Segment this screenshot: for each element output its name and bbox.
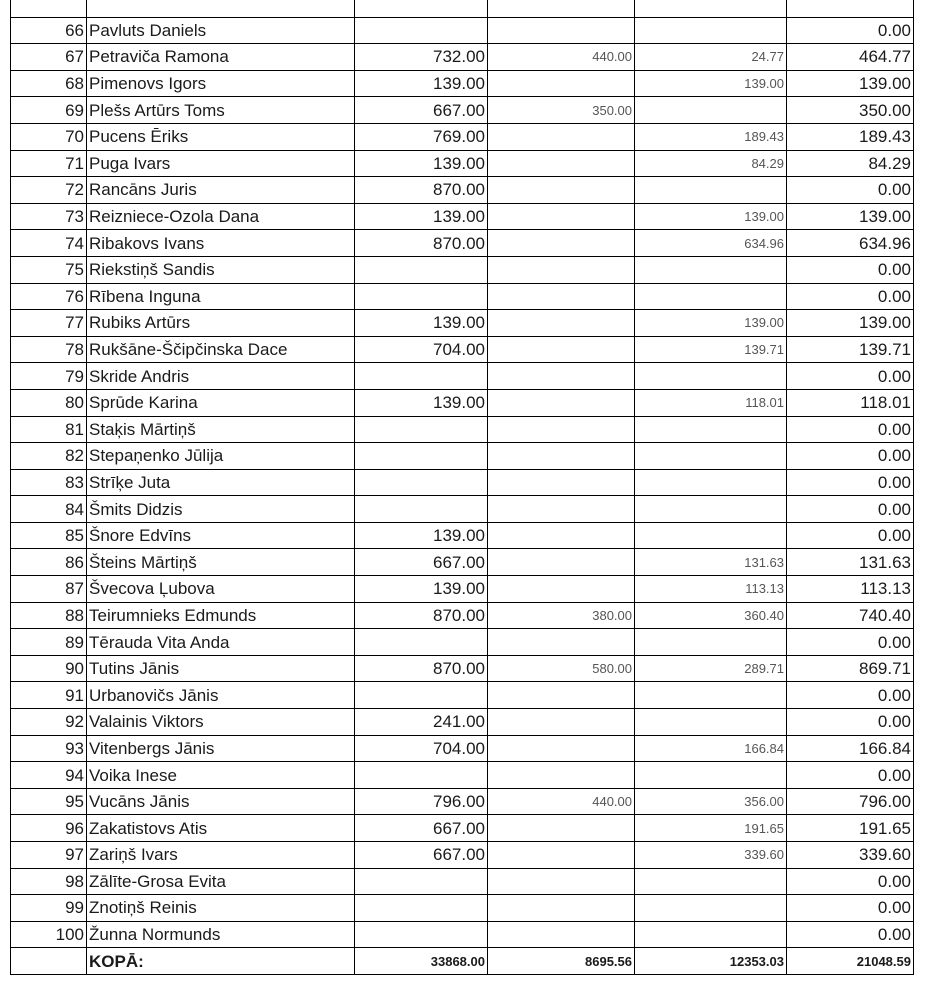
table-row	[11, 682, 914, 709]
name-cell: Švecova Ļubova	[87, 576, 355, 603]
name-cell: Ribakovs Ivans	[87, 230, 355, 257]
amount-2-cell	[488, 868, 635, 895]
name-cell: Tērauda Vita Anda	[87, 629, 355, 656]
amount-1-cell	[355, 443, 488, 470]
amount-1-cell: 139.00	[355, 150, 488, 177]
amount-4-cell: 139.71	[787, 336, 914, 363]
amount-2-cell	[488, 842, 635, 869]
amount-1-cell	[355, 496, 488, 523]
amount-4-cell: 191.65	[787, 815, 914, 842]
amount-1-cell	[355, 256, 488, 283]
name-cell: Valainis Viktors	[87, 709, 355, 736]
amount-2-cell	[488, 682, 635, 709]
amount-1-cell	[355, 0, 488, 17]
amount-4-cell: 0.00	[787, 921, 914, 948]
amount-4-cell: 740.40	[787, 602, 914, 629]
name-cell: Teirumnieks Edmunds	[87, 602, 355, 629]
row-number-cell: 87	[11, 576, 87, 603]
table-row	[11, 842, 914, 869]
amount-3-cell: 289.71	[635, 655, 787, 682]
row-number-cell: 82	[11, 443, 87, 470]
name-cell: Riekstiņš Sandis	[87, 256, 355, 283]
amount-4-cell: 113.13	[787, 576, 914, 603]
amount-4-cell: 0.00	[787, 177, 914, 204]
table-row	[11, 123, 914, 150]
row-number-cell: 86	[11, 549, 87, 576]
amount-1-cell: 241.00	[355, 709, 488, 736]
table-row	[11, 203, 914, 230]
amount-4-cell: 0.00	[787, 283, 914, 310]
amount-1-cell	[355, 868, 488, 895]
table-row	[11, 815, 914, 842]
table-row	[11, 416, 914, 443]
amount-1-cell: 796.00	[355, 788, 488, 815]
amount-1-cell: 870.00	[355, 177, 488, 204]
table-row	[11, 256, 914, 283]
amount-2-cell	[488, 363, 635, 390]
amount-1-cell: 667.00	[355, 842, 488, 869]
amount-1-cell: 870.00	[355, 230, 488, 257]
table-row	[11, 150, 914, 177]
amount-3-cell	[635, 921, 787, 948]
amount-2-cell	[488, 0, 635, 17]
amount-4-cell: 139.00	[787, 203, 914, 230]
name-cell: Pucens Ēriks	[87, 123, 355, 150]
name-cell: Plešs Artūrs Toms	[87, 97, 355, 124]
name-cell: Vucāns Jānis	[87, 788, 355, 815]
row-number-cell: 92	[11, 709, 87, 736]
amount-4-cell: 189.43	[787, 123, 914, 150]
amount-3-cell	[635, 762, 787, 789]
name-cell: Zakatistovs Atis	[87, 815, 355, 842]
amount-3-cell	[635, 283, 787, 310]
row-number-cell: 84	[11, 496, 87, 523]
amount-3-cell: 139.00	[635, 203, 787, 230]
amount-3-cell	[635, 709, 787, 736]
amount-2-cell	[488, 177, 635, 204]
amount-2-cell	[488, 230, 635, 257]
row-number-cell: 83	[11, 469, 87, 496]
name-cell: Rībena Inguna	[87, 283, 355, 310]
row-number-cell: 99	[11, 895, 87, 922]
amount-4-cell: 0.00	[787, 443, 914, 470]
table-row	[11, 469, 914, 496]
name-cell: Zālīte-Grosa Evita	[87, 868, 355, 895]
amount-2-cell	[488, 549, 635, 576]
amount-4-cell: 0.00	[787, 868, 914, 895]
amount-1-cell: 139.00	[355, 389, 488, 416]
amount-3-cell	[635, 682, 787, 709]
name-cell: Šteins Mārtiņš	[87, 549, 355, 576]
name-cell: Reizniece-Ozola Dana	[87, 203, 355, 230]
name-cell: Šnore Edvīns	[87, 522, 355, 549]
table-row	[11, 389, 914, 416]
row-number-cell: 96	[11, 815, 87, 842]
amount-4-cell: 350.00	[787, 97, 914, 124]
amount-1-cell	[355, 17, 488, 44]
name-cell: Puga Ivars	[87, 150, 355, 177]
row-number-cell: 95	[11, 788, 87, 815]
amount-1-cell	[355, 921, 488, 948]
amount-3-cell: 118.01	[635, 389, 787, 416]
row-number-cell: 88	[11, 602, 87, 629]
amount-2-cell	[488, 336, 635, 363]
table-row	[11, 709, 914, 736]
name-cell: Šmits Didzis	[87, 496, 355, 523]
amount-3-cell	[635, 496, 787, 523]
row-number-cell: 81	[11, 416, 87, 443]
amount-3-cell	[635, 363, 787, 390]
amount-4-cell: 634.96	[787, 230, 914, 257]
name-cell: Pavluts Daniels	[87, 17, 355, 44]
name-cell: Rancāns Juris	[87, 177, 355, 204]
amount-2-cell	[488, 17, 635, 44]
amount-1-cell: 732.00	[355, 44, 488, 71]
amount-1-cell: 769.00	[355, 123, 488, 150]
amount-3-cell	[635, 868, 787, 895]
amount-1-cell	[355, 629, 488, 656]
row-number-cell: 72	[11, 177, 87, 204]
amount-3-cell: 139.00	[635, 70, 787, 97]
table-row	[11, 629, 914, 656]
amount-3-cell	[635, 522, 787, 549]
amount-2-cell	[488, 895, 635, 922]
amount-2-cell	[488, 522, 635, 549]
row-number-cell: 66	[11, 17, 87, 44]
amount-2-cell	[488, 762, 635, 789]
table-row	[11, 363, 914, 390]
amount-3-cell	[635, 97, 787, 124]
amount-4-cell: 118.01	[787, 389, 914, 416]
amount-4-cell	[787, 0, 914, 17]
row-number-cell: 67	[11, 44, 87, 71]
amount-1-cell: 667.00	[355, 815, 488, 842]
amount-3-cell	[635, 177, 787, 204]
amount-4-cell: 0.00	[787, 469, 914, 496]
table-row	[11, 921, 914, 948]
amount-4-cell: 0.00	[787, 762, 914, 789]
amount-1-cell	[355, 895, 488, 922]
amount-3-cell: 356.00	[635, 788, 787, 815]
row-number-cell: 77	[11, 310, 87, 337]
amount-1-cell	[355, 283, 488, 310]
total-label: KOPĀ:	[87, 948, 355, 975]
name-cell: Strīķe Juta	[87, 469, 355, 496]
amount-4-cell: 139.00	[787, 70, 914, 97]
amount-2-cell: 580.00	[488, 655, 635, 682]
amount-3-cell	[635, 416, 787, 443]
amount-1-cell: 139.00	[355, 310, 488, 337]
amount-1-cell: 667.00	[355, 549, 488, 576]
amount-2-cell	[488, 256, 635, 283]
amount-3-cell	[635, 469, 787, 496]
amount-2-cell: 440.00	[488, 788, 635, 815]
name-cell: Voika Inese	[87, 762, 355, 789]
amount-1-cell	[355, 469, 488, 496]
total-number-cell	[11, 948, 87, 975]
amount-4-cell: 166.84	[787, 735, 914, 762]
amount-3-cell: 24.77	[635, 44, 787, 71]
table-row	[11, 310, 914, 337]
amount-2-cell	[488, 123, 635, 150]
amount-2-cell	[488, 709, 635, 736]
amount-2-cell	[488, 629, 635, 656]
amount-2-cell	[488, 150, 635, 177]
table-row	[11, 336, 914, 363]
row-number-cell: 71	[11, 150, 87, 177]
table-row	[11, 522, 914, 549]
table-row	[11, 283, 914, 310]
amount-4-cell: 0.00	[787, 17, 914, 44]
row-number-cell: 80	[11, 389, 87, 416]
name-cell: Zariņš Ivars	[87, 842, 355, 869]
amount-3-cell: 339.60	[635, 842, 787, 869]
amount-4-cell: 0.00	[787, 709, 914, 736]
name-cell: Stepaņenko Jūlija	[87, 443, 355, 470]
table-row	[11, 0, 914, 17]
amount-1-cell: 139.00	[355, 203, 488, 230]
row-number-cell: 89	[11, 629, 87, 656]
row-number-cell: 73	[11, 203, 87, 230]
amount-4-cell: 339.60	[787, 842, 914, 869]
row-number-cell: 79	[11, 363, 87, 390]
amount-2-cell	[488, 496, 635, 523]
amount-3-cell: 131.63	[635, 549, 787, 576]
amount-2-cell	[488, 443, 635, 470]
name-cell: Rukšāne-Ščipčinska Dace	[87, 336, 355, 363]
row-number-cell: 85	[11, 522, 87, 549]
amount-2-cell	[488, 416, 635, 443]
table-row	[11, 549, 914, 576]
row-number-cell: 90	[11, 655, 87, 682]
name-cell	[87, 0, 355, 17]
total-amount-3: 12353.03	[635, 948, 787, 975]
total-row	[11, 948, 914, 975]
total-amount-2: 8695.56	[488, 948, 635, 975]
amount-4-cell: 84.29	[787, 150, 914, 177]
amount-3-cell: 191.65	[635, 815, 787, 842]
row-number-cell: 76	[11, 283, 87, 310]
amount-3-cell	[635, 0, 787, 17]
name-cell: Staķis Mārtiņš	[87, 416, 355, 443]
table-row	[11, 496, 914, 523]
table-row	[11, 788, 914, 815]
amount-4-cell: 0.00	[787, 629, 914, 656]
table-body	[11, 0, 914, 948]
row-number-cell	[11, 0, 87, 17]
table-row	[11, 44, 914, 71]
name-cell: Rubiks Artūrs	[87, 310, 355, 337]
row-number-cell: 97	[11, 842, 87, 869]
amount-1-cell: 704.00	[355, 336, 488, 363]
amount-1-cell	[355, 762, 488, 789]
amount-1-cell: 870.00	[355, 602, 488, 629]
name-cell: Petraviča Ramona	[87, 44, 355, 71]
table-row	[11, 70, 914, 97]
total-amount-1: 33868.00	[355, 948, 488, 975]
total-amount-4: 21048.59	[787, 948, 914, 975]
name-cell: Tutins Jānis	[87, 655, 355, 682]
amount-1-cell	[355, 416, 488, 443]
table-row	[11, 762, 914, 789]
amount-4-cell: 464.77	[787, 44, 914, 71]
row-number-cell: 91	[11, 682, 87, 709]
amount-4-cell: 796.00	[787, 788, 914, 815]
table-row	[11, 602, 914, 629]
name-cell: Pimenovs Igors	[87, 70, 355, 97]
row-number-cell: 93	[11, 735, 87, 762]
amount-4-cell: 131.63	[787, 549, 914, 576]
amount-2-cell	[488, 203, 635, 230]
amount-3-cell: 113.13	[635, 576, 787, 603]
amount-2-cell	[488, 310, 635, 337]
name-cell: Urbanovičs Jānis	[87, 682, 355, 709]
table-row	[11, 735, 914, 762]
amount-2-cell: 350.00	[488, 97, 635, 124]
amount-4-cell: 0.00	[787, 682, 914, 709]
table-row	[11, 443, 914, 470]
amount-2-cell	[488, 735, 635, 762]
amount-3-cell: 634.96	[635, 230, 787, 257]
amount-1-cell: 870.00	[355, 655, 488, 682]
table-row	[11, 868, 914, 895]
name-cell: Sprūde Karina	[87, 389, 355, 416]
name-cell: Vitenbergs Jānis	[87, 735, 355, 762]
amount-4-cell: 0.00	[787, 363, 914, 390]
amount-2-cell	[488, 815, 635, 842]
amount-4-cell: 0.00	[787, 895, 914, 922]
table-row	[11, 177, 914, 204]
amount-2-cell	[488, 576, 635, 603]
row-number-cell: 68	[11, 70, 87, 97]
table-row	[11, 576, 914, 603]
amount-3-cell	[635, 895, 787, 922]
name-cell: Skride Andris	[87, 363, 355, 390]
amount-2-cell: 380.00	[488, 602, 635, 629]
amount-3-cell: 189.43	[635, 123, 787, 150]
row-number-cell: 94	[11, 762, 87, 789]
row-number-cell: 69	[11, 97, 87, 124]
amount-4-cell: 139.00	[787, 310, 914, 337]
amount-4-cell: 0.00	[787, 416, 914, 443]
table-row	[11, 655, 914, 682]
amount-1-cell: 139.00	[355, 522, 488, 549]
table-row	[11, 230, 914, 257]
amount-3-cell: 166.84	[635, 735, 787, 762]
row-number-cell: 70	[11, 123, 87, 150]
amount-4-cell: 0.00	[787, 256, 914, 283]
amount-2-cell	[488, 389, 635, 416]
amount-3-cell	[635, 17, 787, 44]
amount-1-cell	[355, 363, 488, 390]
name-cell: Znotiņš Reinis	[87, 895, 355, 922]
amount-3-cell: 139.00	[635, 310, 787, 337]
amount-3-cell: 139.71	[635, 336, 787, 363]
amount-1-cell: 139.00	[355, 70, 488, 97]
amount-1-cell: 139.00	[355, 576, 488, 603]
amount-4-cell: 0.00	[787, 496, 914, 523]
row-number-cell: 74	[11, 230, 87, 257]
amount-2-cell: 440.00	[488, 44, 635, 71]
amount-1-cell: 704.00	[355, 735, 488, 762]
table-row	[11, 895, 914, 922]
amount-2-cell	[488, 70, 635, 97]
amount-2-cell	[488, 921, 635, 948]
amount-3-cell	[635, 256, 787, 283]
amount-3-cell: 360.40	[635, 602, 787, 629]
amount-4-cell: 869.71	[787, 655, 914, 682]
amount-2-cell	[488, 469, 635, 496]
table-row	[11, 97, 914, 124]
row-number-cell: 75	[11, 256, 87, 283]
amount-3-cell: 84.29	[635, 150, 787, 177]
row-number-cell: 78	[11, 336, 87, 363]
amount-3-cell	[635, 629, 787, 656]
name-cell: Žunna Normunds	[87, 921, 355, 948]
amount-4-cell: 0.00	[787, 522, 914, 549]
amount-1-cell: 667.00	[355, 97, 488, 124]
table-row	[11, 17, 914, 44]
row-number-cell: 100	[11, 921, 87, 948]
amount-3-cell	[635, 443, 787, 470]
data-table	[10, 0, 914, 975]
amount-2-cell	[488, 283, 635, 310]
row-number-cell: 98	[11, 868, 87, 895]
amount-1-cell	[355, 682, 488, 709]
